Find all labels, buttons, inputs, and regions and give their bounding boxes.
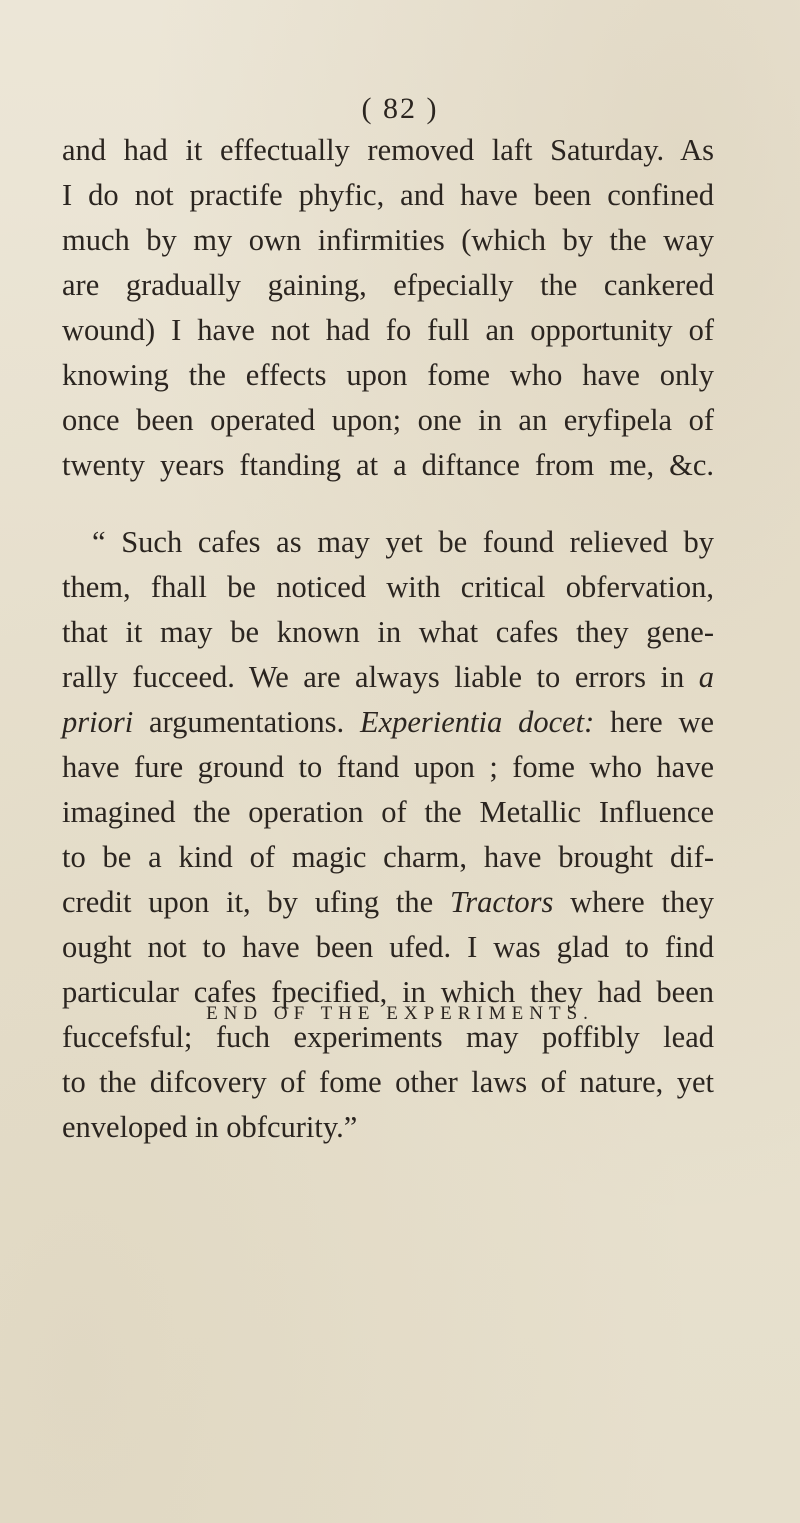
text-line [62, 655, 714, 700]
text-line: ought not to have been ufed. I was glad to find [62, 930, 714, 964]
text-line [62, 880, 714, 925]
text-run: credit upon it, by ufing the [62, 885, 450, 919]
paragraph-1 [62, 128, 714, 488]
text-line: to be a kind of magic charm, have brought dif- [62, 840, 714, 874]
text-line: I do not practife phyfic, and have been confined [62, 178, 714, 212]
italic-text: priori [62, 705, 134, 739]
text-line: knowing the effects upon fome who have only [62, 358, 714, 392]
text-line: enveloped in obfcurity.” [62, 1110, 358, 1144]
text-line: have fure ground to ftand upon ; fome who have [62, 750, 714, 784]
text-line: “ Such cafes as may yet be found relieved by [92, 525, 714, 559]
page-number: ( 82 ) [361, 92, 439, 125]
text-line: much by my own infirmities (which by the way [62, 223, 714, 257]
text-line: imagined the operation of the Metallic Influence [62, 795, 714, 829]
text-line: are gradually gaining, efpecially the cankered [62, 268, 714, 302]
text-line: wound) I have not had fo full an opportunity of [62, 313, 714, 347]
paragraph-2 [62, 520, 714, 1150]
colophon: END OF THE EXPERIMENTS. [206, 1003, 594, 1024]
text-line: particular cafes fpecified, in which they had been [62, 975, 714, 1009]
text-run: where they [553, 885, 714, 919]
text-line: that it may be known in what cafes they gene- [62, 615, 714, 649]
text-run: argumentations. [133, 705, 360, 739]
text-run: here we [594, 705, 715, 739]
italic-text: Tractors [449, 885, 554, 919]
text-line: them, fhall be noticed with critical obfervation, [62, 570, 714, 604]
text-run: rally fucceed. We are always liable to errors in [62, 660, 699, 694]
italic-text: a [698, 660, 714, 694]
text-line: fuccefsful; fuch experiments may poffibly lead [62, 1020, 714, 1054]
text-line: to the difcovery of fome other laws of nature, yet [62, 1065, 714, 1099]
text-line: twenty years ftanding at a diftance from me, &c. [62, 448, 714, 482]
text-line [62, 700, 714, 745]
text-line: once been operated upon; one in an eryfipela of [62, 403, 714, 437]
text-line: and had it effectually removed laft Saturday. As [62, 133, 714, 167]
italic-text: Experientia docet: [359, 705, 595, 739]
